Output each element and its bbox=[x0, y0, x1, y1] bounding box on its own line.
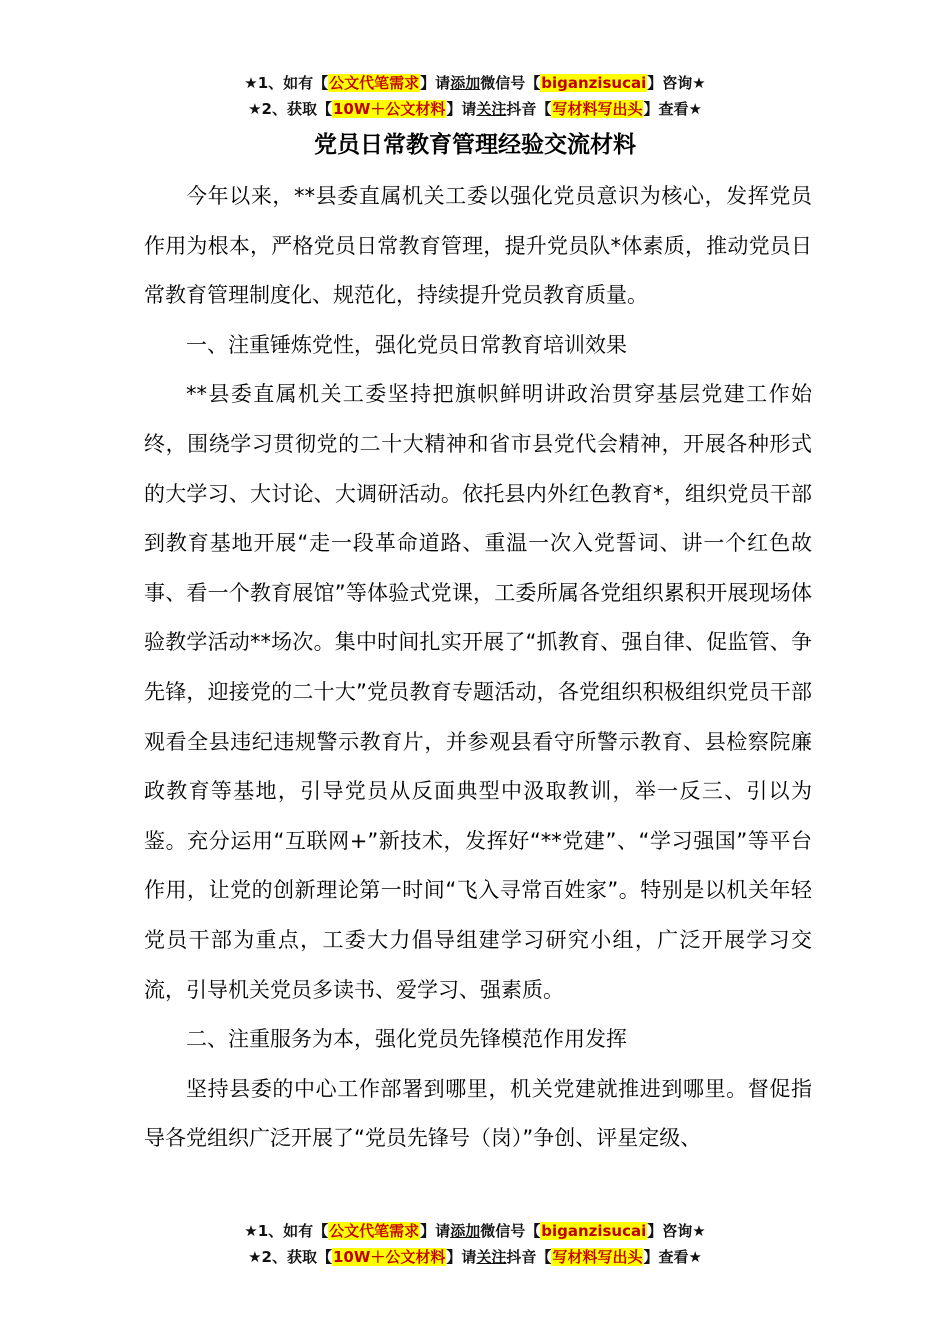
paragraph-section-2: 坚持县委的中心工作部署到哪里，机关党建就推进到哪里。督促指导各党组织广泛开展了“党员先锋号（岗）”争创、评星定级、 bbox=[144, 1076, 812, 1151]
star-icon: ★ bbox=[248, 1248, 262, 1266]
banner-text: 】咨询★ bbox=[647, 1222, 706, 1240]
banner-text: 】请 bbox=[420, 74, 451, 92]
star-icon: ★ bbox=[244, 74, 258, 92]
banner-text: 1、如有【 bbox=[257, 74, 329, 92]
highlight-service: 公文代笔需求 bbox=[329, 1222, 420, 1240]
highlight-douyin: 写材料写出头 bbox=[552, 100, 643, 118]
banner-text: 】请 bbox=[446, 1248, 477, 1266]
header-banner bbox=[0, 70, 950, 122]
banner-text: 】查看★ bbox=[643, 100, 702, 118]
banner-line-1 bbox=[0, 70, 950, 96]
banner-line-2 bbox=[0, 96, 950, 122]
banner-text: 2、获取【 bbox=[261, 1248, 332, 1266]
footer-banner bbox=[0, 1218, 950, 1270]
document-title: 党员日常教育管理经验交流材料 bbox=[314, 132, 636, 158]
banner-line-1 bbox=[0, 1218, 950, 1244]
paragraph-intro: 今年以来，**县委直属机关工委以强化党员意识为核心，发挥党员作用为根本，严格党员日常教育管理，提升党员队*体素质，推动党员日常教育管理制度化、规范化，持续提升党员教育质量。 bbox=[144, 184, 812, 308]
highlight-wechat-id: biganzisucai bbox=[541, 1222, 647, 1240]
highlight-materials: 10W＋公文材料 bbox=[332, 100, 446, 118]
banner-emphasis: 关注 bbox=[476, 100, 507, 118]
highlight-douyin: 写材料写出头 bbox=[552, 1248, 643, 1266]
banner-text: 抖音【 bbox=[506, 100, 552, 118]
star-icon: ★ bbox=[244, 1222, 258, 1240]
highlight-service: 公文代笔需求 bbox=[329, 74, 420, 92]
banner-text: 】请 bbox=[446, 100, 477, 118]
star-icon: ★ bbox=[248, 100, 262, 118]
banner-text: 】请 bbox=[420, 1222, 451, 1240]
banner-text: 微信号【 bbox=[480, 1222, 541, 1240]
document-body bbox=[144, 172, 812, 1164]
section-heading-1: 一、注重锤炼党性，强化党员日常教育培训效果 bbox=[186, 332, 627, 357]
banner-text: 2、获取【 bbox=[261, 100, 332, 118]
paragraph-section-1: **县委直属机关工委坚持把旗帜鲜明讲政治贯穿基层党建工作始终，围绕学习贯彻党的二十大精神和省市县党代会精神，开展各种形式的大学习、大讨论、大调研活动。依托县内外红色教育*，组织党员干部到教育基地开展“走一段革命道路、重温一次入党誓词、讲一个红色故事、看一个教育展馆”等体验式党课，工委所属各党组织累积开展现场体验教学活动**场次。集中时间扎实开展了“抓教育、强自律、促监管、争先锋，迎接党的二十大”党员教育专题活动，各党组织积极组织党员干部观看全县违纪违规警示教育片，并参观县看守所警示教育、县检察院廉政教育等基地，引导党员从反面典型中汲取教训，举一反三、引以为鉴。充分运用“互联网+”新技术，发挥好“**党建”、“学习强国”等平台作用，让党的创新理论第一时间“飞入寻常百姓家”。特别是以机关年轻党员干部为重点，工委大力倡导组建学习研究小组，广泛开展学习交流，引导机关党员多读书、爱学习、强素质。 bbox=[144, 382, 812, 1002]
banner-line-2 bbox=[0, 1244, 950, 1270]
banner-text: 抖音【 bbox=[506, 1248, 552, 1266]
banner-emphasis: 添加 bbox=[450, 74, 481, 92]
banner-text: 1、如有【 bbox=[257, 1222, 329, 1240]
highlight-wechat-id: biganzisucai bbox=[541, 74, 647, 92]
banner-emphasis: 添加 bbox=[450, 1222, 481, 1240]
highlight-materials: 10W＋公文材料 bbox=[332, 1248, 446, 1266]
banner-text: 】查看★ bbox=[643, 1248, 702, 1266]
section-heading-2: 二、注重服务为本，强化党员先锋模范作用发挥 bbox=[186, 1027, 627, 1052]
banner-text: 】咨询★ bbox=[647, 74, 706, 92]
banner-text: 微信号【 bbox=[480, 74, 541, 92]
banner-emphasis: 关注 bbox=[476, 1248, 507, 1266]
